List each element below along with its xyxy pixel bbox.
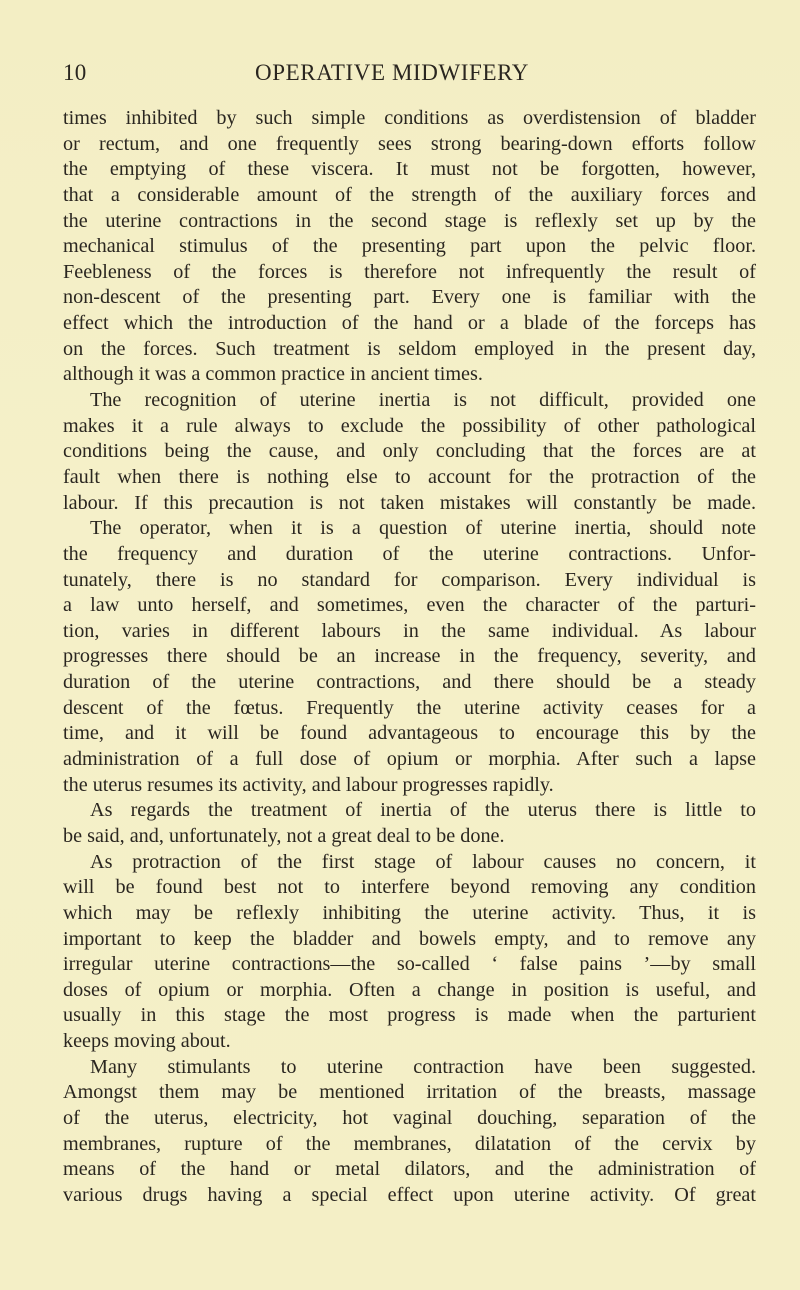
text-line: effect which the introduction of the hand or a blade of the forceps has bbox=[63, 312, 756, 335]
text-line: a law unto herself, and sometimes, even the character of the parturi- bbox=[63, 594, 756, 617]
paragraph-start-line: As protraction of the first stage of labour causes no concern, it bbox=[90, 850, 756, 873]
text-line: on the forces. Such treatment is seldom employed in the present day, bbox=[63, 337, 756, 360]
body-text bbox=[63, 106, 756, 1209]
text-line: irregular uterine contractions—the so-called ‘ false pains ’—by small bbox=[63, 953, 756, 976]
text-line: non-descent of the presenting part. Every one is familiar with the bbox=[63, 286, 756, 309]
text-line: be said, and, unfortunately, not a great deal to be done. bbox=[63, 824, 505, 847]
text-line: administration of a full dose of opium or morphia. After such a lapse bbox=[63, 748, 756, 771]
running-title: OPERATIVE MIDWIFERY bbox=[255, 60, 529, 85]
text-line: important to keep the bladder and bowels empty, and to remove any bbox=[63, 927, 756, 950]
text-line: which may be reflexly inhibiting the uterine activity. Thus, it is bbox=[63, 901, 756, 924]
text-line: descent of the fœtus. Frequently the uterine activity ceases for a bbox=[63, 696, 756, 719]
text-line: duration of the uterine contractions, and there should be a steady bbox=[63, 671, 756, 694]
text-line: Feebleness of the forces is therefore not infrequently the result of bbox=[63, 260, 756, 283]
text-line: Amongst them may be mentioned irritation of the breasts, massage bbox=[63, 1081, 756, 1104]
text-line: membranes, rupture of the membranes, dilatation of the cervix by bbox=[63, 1132, 756, 1155]
text-line: usually in this stage the most progress is made when the parturient bbox=[63, 1004, 756, 1027]
text-line: various drugs having a special effect upon uterine activity. Of great bbox=[63, 1183, 756, 1206]
text-line: the frequency and duration of the uterine contractions. Unfor- bbox=[63, 542, 756, 565]
text-line: tunately, there is no standard for comparison. Every individual is bbox=[63, 568, 756, 591]
text-line: time, and it will be found advantageous to encourage this by the bbox=[63, 722, 756, 745]
text-line: the emptying of these viscera. It must not be forgotten, however, bbox=[63, 158, 756, 181]
text-line: tion, varies in different labours in the same individual. As labour bbox=[63, 619, 756, 642]
text-line: although it was a common practice in ancient times. bbox=[63, 363, 483, 386]
paragraph-start-line: As regards the treatment of inertia of the uterus there is little to bbox=[90, 799, 756, 822]
text-line: progresses there should be an increase in the frequency, severity, and bbox=[63, 645, 756, 668]
text-line: will be found best not to interfere beyond removing any condition bbox=[63, 876, 756, 899]
text-line: means of the hand or metal dilators, and the administration of bbox=[63, 1158, 756, 1181]
text-line: that a considerable amount of the strength of the auxiliary forces and bbox=[63, 183, 756, 206]
text-line: fault when there is nothing else to account for the protraction of the bbox=[63, 465, 756, 488]
text-line: keeps moving about. bbox=[63, 1030, 231, 1053]
text-line: times inhibited by such simple conditions as overdistension of bladder bbox=[63, 107, 756, 129]
page-number: 10 bbox=[63, 60, 87, 85]
text-line: of the uterus, electricity, hot vaginal douching, separation of the bbox=[63, 1106, 756, 1129]
text-line: labour. If this precaution is not taken mistakes will constantly be made. bbox=[63, 491, 756, 514]
paragraph-start-line: The recognition of uterine inertia is not difficult, provided one bbox=[90, 389, 756, 412]
text-line: mechanical stimulus of the presenting part upon the pelvic floor. bbox=[63, 235, 756, 258]
paragraph-start-line: Many stimulants to uterine contraction have been suggested. bbox=[90, 1055, 756, 1078]
text-line: doses of opium or morphia. Often a change in position is useful, and bbox=[63, 978, 756, 1001]
text-line: conditions being the cause, and only concluding that the forces are at bbox=[63, 440, 756, 463]
paragraph-start-line: The operator, when it is a question of uterine inertia, should note bbox=[90, 517, 756, 540]
text-line: or rectum, and one frequently sees strong bearing-down efforts follow bbox=[63, 132, 756, 155]
running-head bbox=[63, 60, 756, 88]
text-line: the uterus resumes its activity, and labour progresses rapidly. bbox=[63, 773, 554, 796]
text-line: makes it a rule always to exclude the possibility of other pathological bbox=[63, 414, 756, 437]
text-line: the uterine contractions in the second stage is reflexly set up by the bbox=[63, 209, 756, 232]
